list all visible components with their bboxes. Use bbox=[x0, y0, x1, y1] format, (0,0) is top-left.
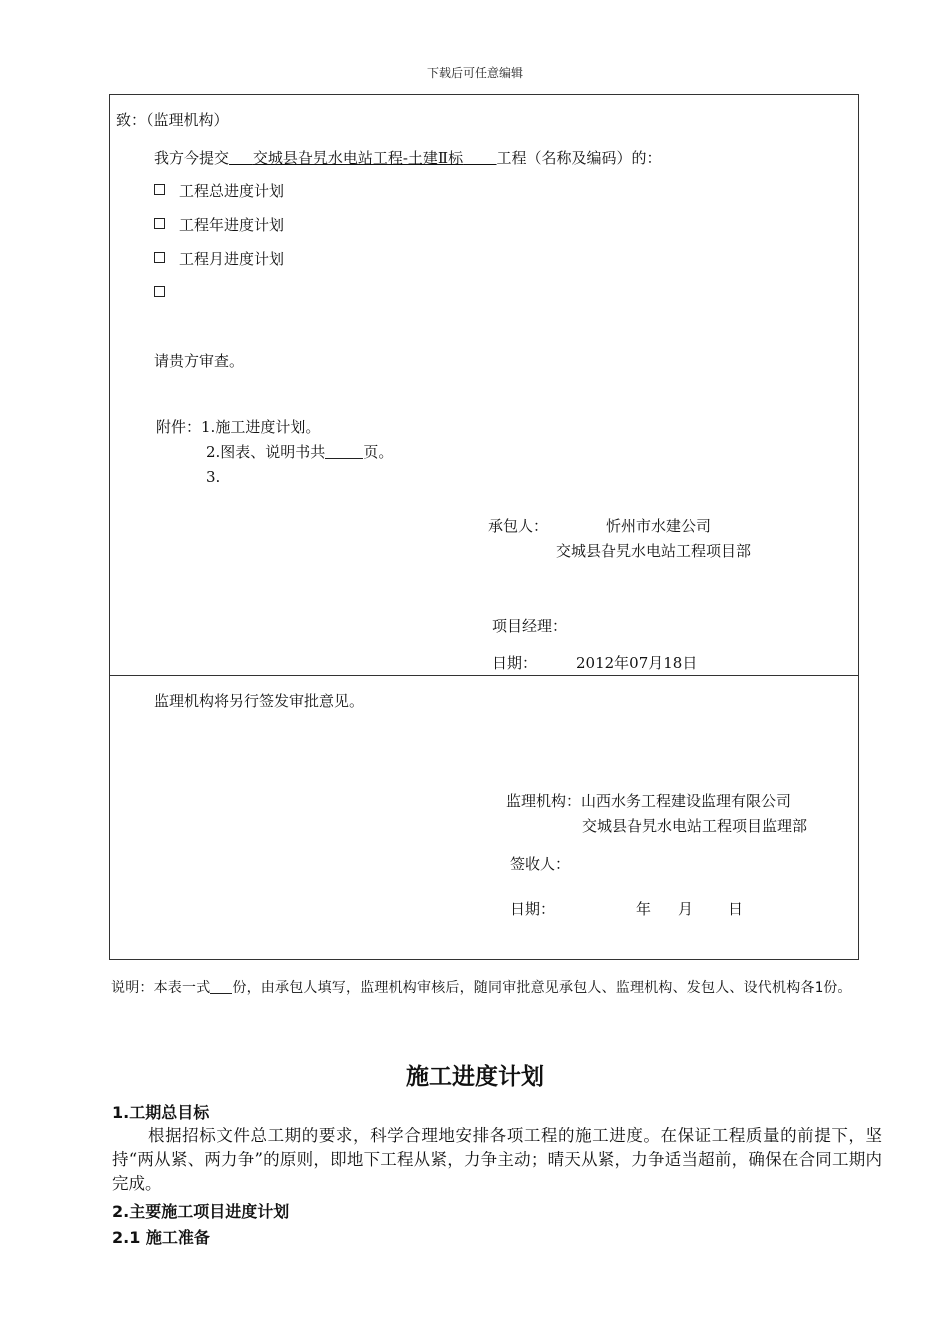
attachments-label: 附件： bbox=[156, 418, 202, 436]
pm-label: 项目经理： bbox=[492, 617, 568, 635]
checkbox-icon[interactable] bbox=[154, 218, 165, 229]
option-monthly[interactable]: 工程月进度计划 bbox=[154, 249, 284, 269]
doc-title: 施工进度计划 bbox=[406, 1064, 544, 1090]
supervisor-label: 监理机构：山西水务工程建设监理有限公司 bbox=[506, 792, 792, 810]
copies-blank[interactable] bbox=[210, 979, 232, 994]
supervisor-opinion: 监理机构将另行签发审批意见。 bbox=[154, 692, 365, 710]
contractor-company: 忻州市水建公司 bbox=[606, 517, 712, 535]
submit-line bbox=[154, 148, 662, 168]
submit-prefix: 我方今提交 bbox=[154, 149, 230, 167]
supervisor-dept: 交城县旮旯水电站工程项目监理部 bbox=[582, 817, 808, 835]
section-paragraph-1: 根据招标文件总工期的要求，科学合理地安排各项工程的施工进度。在保证工程质量的前提下，坚持“两从紧、两力争”的原则，即地下工程从紧，力争主动；晴天从紧，力争适当超前，确保在合同工期内完成。 bbox=[112, 1126, 882, 1193]
page-header: 下载后可任意编辑 bbox=[426, 66, 523, 80]
project-name: 交城县旮旯水电站工程-土建Ⅱ标 bbox=[252, 149, 464, 167]
contractor-dept: 交城县旮旯水电站工程项目部 bbox=[556, 542, 752, 560]
attachment-2: 2.图表、说明书共 页。 bbox=[206, 443, 394, 461]
form-note: 说明：本表一式 份，由承包人填写，监理机构审核后，随同审批意见承包人、监理机构、发包人、设代机构各1份。 bbox=[111, 980, 852, 996]
checkbox-icon[interactable] bbox=[154, 286, 165, 297]
section-heading-2-1: 2.1 施工准备 bbox=[112, 1228, 210, 1247]
contractor-label: 承包人： bbox=[488, 517, 549, 535]
sup-date-year: 年 bbox=[636, 900, 652, 918]
option-yearly[interactable]: 工程年进度计划 bbox=[154, 215, 284, 235]
attachments bbox=[156, 417, 320, 437]
option-total[interactable]: 工程总进度计划 bbox=[154, 181, 284, 201]
receiver-label: 签收人： bbox=[510, 855, 571, 873]
sup-date-label: 日期： bbox=[510, 900, 556, 918]
submission-form bbox=[109, 94, 859, 960]
option-other[interactable] bbox=[154, 283, 179, 303]
page-count-blank[interactable] bbox=[325, 444, 363, 459]
section-heading-2: 2.主要施工项目进度计划 bbox=[112, 1202, 290, 1221]
attachment-3: 3. bbox=[206, 468, 221, 486]
checkbox-icon[interactable] bbox=[154, 184, 165, 195]
submit-suffix: 工程（名称及编码）的： bbox=[496, 149, 662, 167]
review-request: 请贵方审查。 bbox=[154, 352, 245, 370]
checkbox-icon[interactable] bbox=[154, 252, 165, 263]
to-label: 致：（监理机构） bbox=[116, 111, 229, 129]
date-value: 2012年07月18日 bbox=[576, 654, 698, 672]
section-heading-1: 1.工期总目标 bbox=[112, 1103, 210, 1122]
form-divider bbox=[110, 675, 858, 676]
sup-date-day: 日 bbox=[728, 900, 744, 918]
date-label: 日期： bbox=[492, 654, 538, 672]
attachment-1: 1.施工进度计划。 bbox=[201, 418, 321, 436]
sup-date-month: 月 bbox=[678, 900, 694, 918]
